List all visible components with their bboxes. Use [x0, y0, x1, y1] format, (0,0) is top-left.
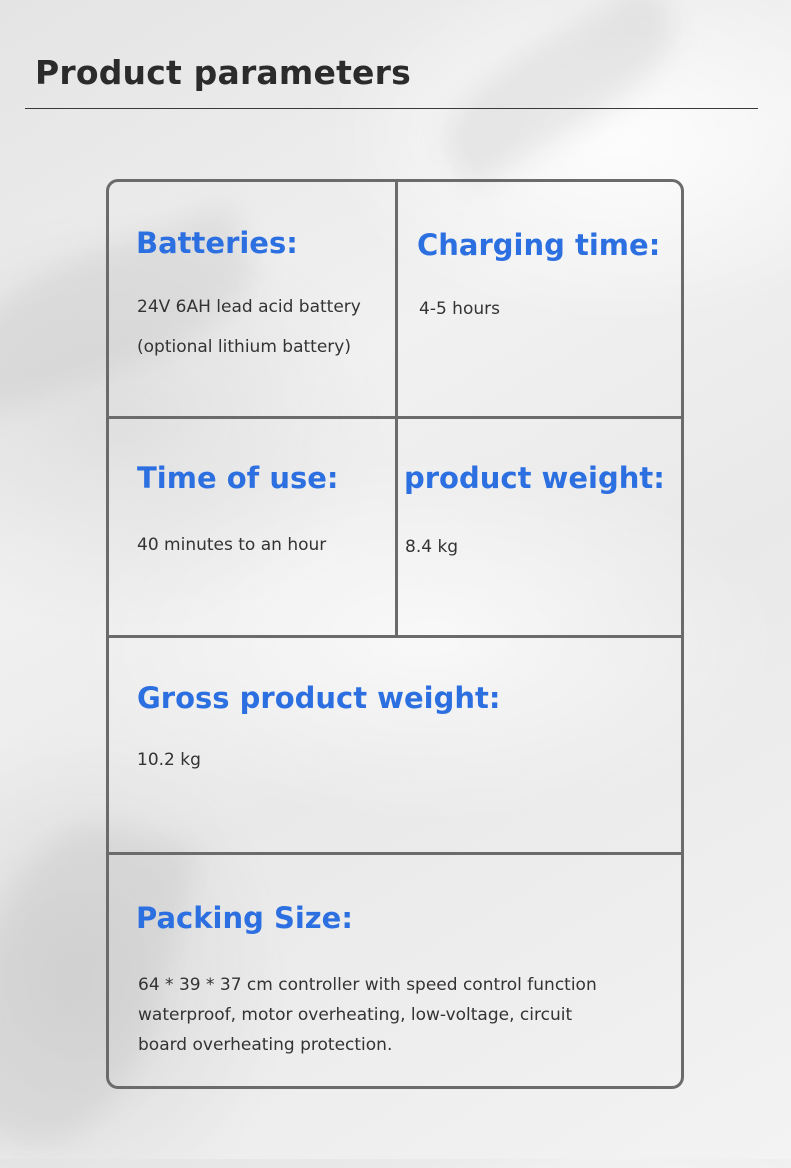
gross-weight-value: 10.2 kg	[137, 750, 201, 770]
gross-weight-label: Gross product weight:	[137, 681, 501, 715]
parameters-table	[106, 179, 684, 1089]
background-leaf-shadow	[425, 0, 695, 189]
batteries-cell	[109, 182, 395, 416]
packing-size-value: 64 * 39 * 37 cm controller with speed control function waterproof, motor overheating, low-voltage, circuit board overheating protection.	[138, 975, 597, 1055]
gross-weight-cell	[109, 638, 681, 852]
time-of-use-label: Time of use:	[137, 461, 339, 495]
batteries-value-line1: 24V 6AH lead acid battery	[137, 297, 361, 317]
title-divider	[25, 108, 758, 109]
packing-size-cell	[109, 855, 681, 1086]
page-title: Product parameters	[35, 53, 411, 92]
product-weight-cell	[398, 419, 684, 635]
charging-time-value: 4-5 hours	[419, 299, 500, 319]
product-weight-value: 8.4 kg	[405, 537, 459, 557]
packing-size-label: Packing Size:	[136, 901, 353, 935]
time-of-use-cell	[109, 419, 395, 635]
product-weight-label: product weight:	[404, 461, 665, 495]
batteries-value-line2: (optional lithium battery)	[137, 337, 351, 357]
time-of-use-value: 40 minutes to an hour	[137, 535, 327, 555]
charging-time-label: Charging time:	[417, 228, 661, 262]
batteries-label: Batteries:	[136, 226, 298, 260]
charging-time-cell	[398, 182, 684, 416]
